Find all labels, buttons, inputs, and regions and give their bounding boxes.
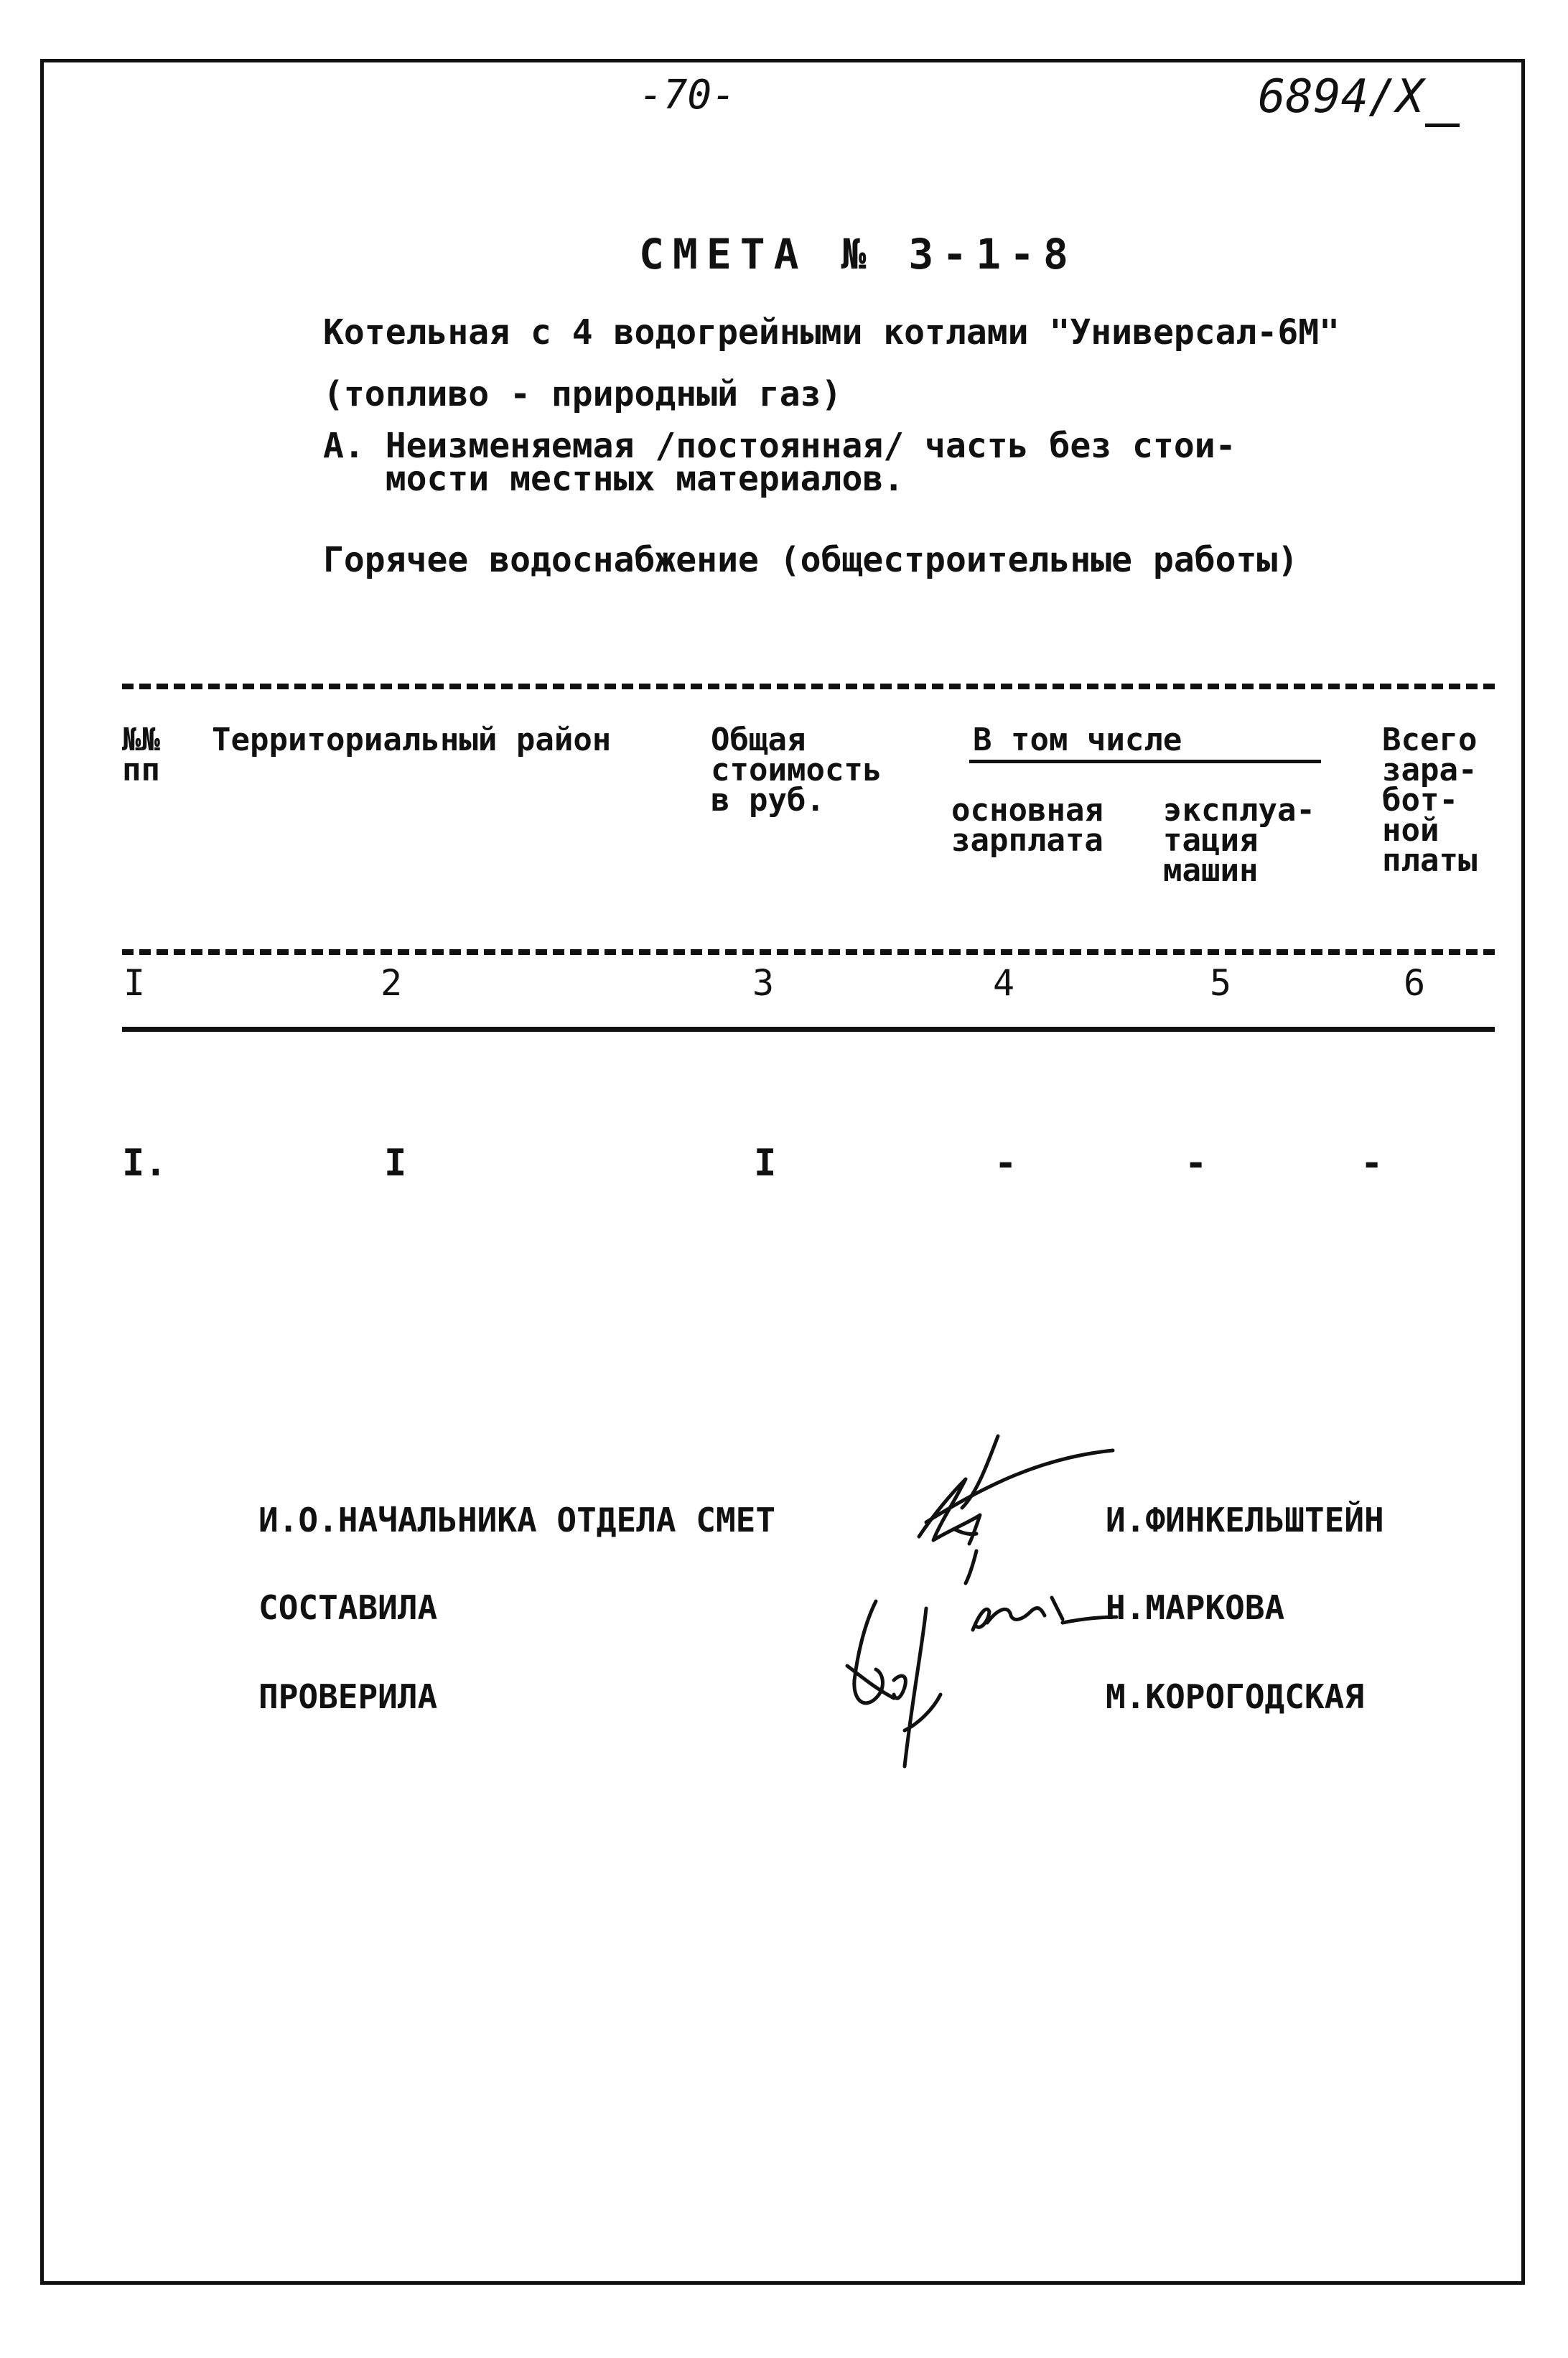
signature-stroke — [894, 1676, 905, 1698]
section-title: Горячее водоснабжение (общестроительные работы) — [323, 540, 1299, 580]
column-number: 6 — [1404, 962, 1426, 1004]
table-body-rule — [122, 1027, 1495, 1032]
signature-role: ПРОВЕРИЛА — [258, 1677, 438, 1716]
part-description — [323, 426, 1236, 499]
signature-role: СОСТАВИЛА — [258, 1588, 438, 1627]
page-number: -70- — [639, 72, 736, 118]
column-number: I — [123, 962, 146, 1004]
signature-stroke — [1052, 1598, 1063, 1619]
signature-name: Н.МАРКОВА — [1106, 1588, 1285, 1627]
table-top-rule — [122, 684, 1495, 689]
signature-stroke — [926, 1450, 1113, 1522]
handwritten-signatures — [826, 1407, 1127, 1781]
row-region: I — [384, 1142, 407, 1185]
including-underline — [969, 760, 1321, 763]
header-total-wages: Всего зара- бот- ной платы — [1382, 722, 1478, 879]
signature-stroke — [973, 1609, 989, 1630]
signature-name: И.ФИНКЕЛЬШТЕЙН — [1106, 1501, 1384, 1539]
document-code: 6894/X — [1258, 70, 1424, 124]
header-total-cost: Общая стоимость в руб. — [711, 722, 882, 819]
part-line-2: мости местных материалов. — [323, 459, 905, 499]
header-base-salary: основная зарплата — [951, 792, 1103, 859]
part-line-1: А. Неизменяемая /постоянная/ часть без стои- — [323, 426, 1236, 466]
header-region: Территориальный район — [212, 722, 612, 758]
signature-role: И.О.НАЧАЛЬНИКА ОТДЕЛА СМЕТ — [258, 1501, 776, 1539]
document-title: СМЕТА № 3-1-8 — [639, 230, 1077, 279]
row-base-salary: - — [994, 1142, 1017, 1185]
signature-name: М.КОРОГОДСКАЯ — [1106, 1677, 1365, 1716]
row-total-cost: I — [754, 1142, 777, 1185]
signature-stroke — [966, 1551, 976, 1583]
subtitle-line-2: (топливо - природный газ) — [323, 374, 842, 414]
row-total-wages: - — [1361, 1142, 1383, 1185]
column-number: 5 — [1210, 962, 1232, 1004]
document-code-underline — [1425, 124, 1460, 127]
subtitle-line-1: Котельная с 4 водогрейными котлами "Универсал-6М" — [323, 312, 1340, 353]
signature-stroke — [905, 1608, 926, 1766]
document-subtitle — [323, 302, 1340, 425]
header-num: №№ пп — [122, 722, 160, 788]
signature-stroke — [1063, 1617, 1116, 1623]
header-divider-rule — [122, 949, 1495, 955]
row-number: I. — [122, 1142, 167, 1185]
header-including: В том числе — [973, 722, 1182, 758]
column-number: 2 — [381, 962, 403, 1004]
column-number: 4 — [993, 962, 1015, 1004]
signature-stroke — [987, 1608, 1045, 1623]
header-machine-operation: эксплуа- тация машин — [1163, 792, 1315, 889]
row-machine-operation: - — [1185, 1142, 1208, 1185]
column-number: 3 — [752, 962, 775, 1004]
